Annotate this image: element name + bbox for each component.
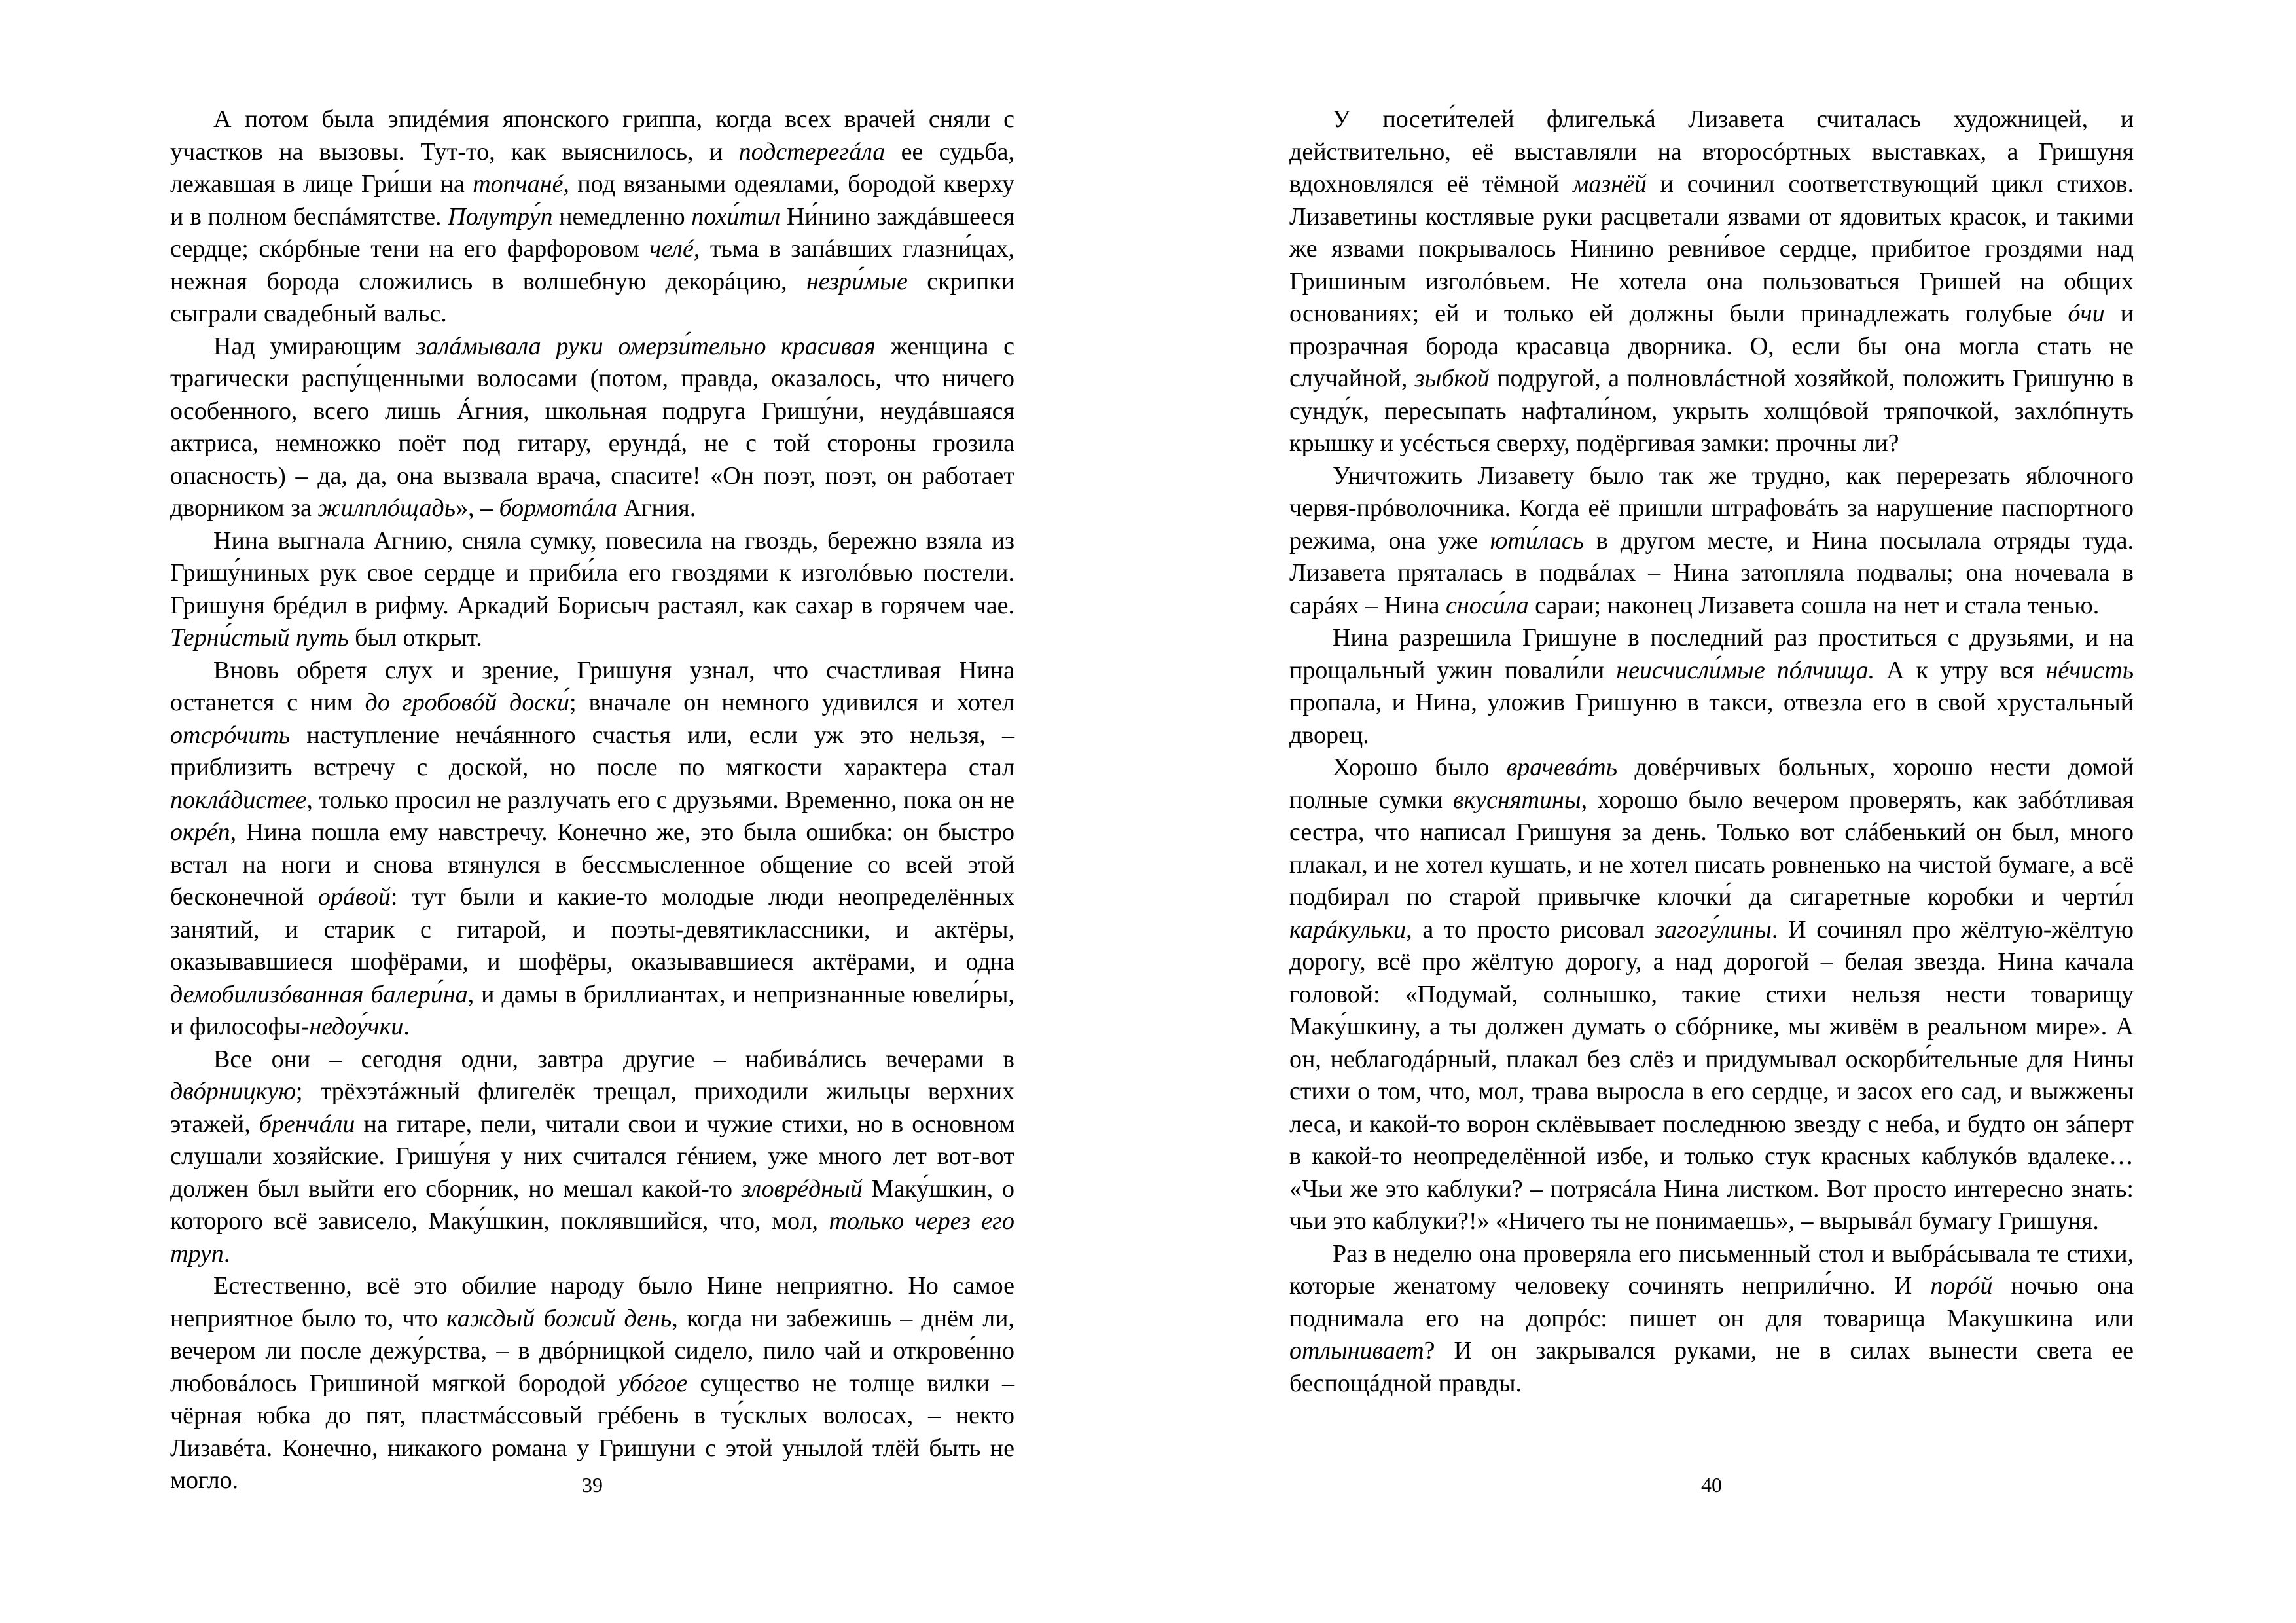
text-run: : тут были и какие-то молодые люди неопределённых занятий, и старик с гитарой, и поэты-девятиклассники, и актёры, оказывавшиеся шофёрами, и шофёры, оказывавшиеся актёрами, и одна [170,883,1014,976]
italic-text: убóгое [618,1369,688,1397]
italic-text: нéчисть [2045,656,2134,684]
text-run: наступление нечáянного счастья или, если уж это нельзя, – приблизить встречу с доской, но после по мягкости характера стал [170,721,1014,781]
paragraph [170,1044,1014,1271]
text-run: скрипки сыграли свадебный вальс. [170,267,1014,327]
italic-text: незри́мые [806,267,908,295]
text-run: Маку́шкин, о которого всё зависело, Маку́шкин, поклявшийся, что, мол, [170,1175,1014,1235]
paragraph [170,655,1014,1044]
text-run: и прозрачная борода красавца дворника. О, если бы она могла стать не случайной, [1289,300,2134,392]
page-right [1289,103,2134,1531]
text-run: ночью она поднимала его на допрóс: пишет он для товарища Макушкина или [1289,1272,2134,1332]
text-run: Над умирающим [213,332,417,360]
italic-text: врачевáть [1506,754,1618,781]
text-run: был открыт. [348,624,482,651]
text-run: , хорошо было вечером проверять, как забóтливая сестра, что написал Гришуня за день. Только вот слáбенький он был, много плакал, и не хотел кушать, и не хотел писать ровненько на чистой бумаге, а всё подбирал по старой привычке клочки́ да сигаретные коробки и черти́л [1289,786,2134,911]
text-run: пропала, и Нина, уложив Гришуню в такси, отвезла его в свой хрустальный дворец. [1289,689,2134,749]
text-run: Ни́нино заждáвшееся сердце; скóрбные тени на его фарфоровом [170,202,1014,263]
italic-text: óчи [2068,300,2105,327]
italic-text: Терни́стый путь [170,624,349,651]
italic-text: Полутру́п [448,202,553,230]
text-run: подругой, а полновлáстной хозяйкой, положить Гришуню в сунду́к, пересыпать нафтали́ном, укрыть холщóвой тряпочкой, захлóпнуть крышку и усéсться сверху, подёргивая замки: прочны ли? [1289,365,2134,457]
paragraph [1289,622,2134,752]
italic-text: зловрéдный [741,1175,863,1203]
italic-text: отсрóчить [170,721,291,749]
text-run: , Нина пошла ему навстречу. Конечно же, это была ошибка: он быстро встал на ноги и снова втянулся в бессмысленное общение со всей этой бесконечной [170,818,1014,911]
text-run: , только просил не разлучать его с друзьями. Временно, пока он не [306,786,1014,814]
text-run: А потом была эпидéмия японского гриппа, когда всех врачей сняли с участков на вызовы. Тут-то, как выяснилось, и [170,105,1014,166]
italic-text: вкуснятины [1453,786,1581,814]
italic-text: жилплóщадь [317,494,456,522]
text-run: Естественно, всё это обилие народу было Нине неприятно. Но самое неприятное было то, что [170,1272,1014,1332]
page-body-right [1289,103,2134,1400]
text-run: Агния. [617,494,696,522]
italic-text: до гробовóй доски́ [365,689,569,716]
text-run: , под вязаными одеялами, бородой кверху и в полном беспáмятстве. [170,170,1014,230]
italic-text: похи́тил [691,202,781,230]
italic-text: загогу́лины [1655,915,1772,943]
italic-text: только через его труп [170,1207,1015,1267]
italic-text: поклáдистее [170,786,307,814]
text-run: . [403,1013,410,1040]
paragraph [1289,752,2134,1238]
text-run: женщина с трагически распу́щенными волосами (потом, правда, оказалось, что ничего особенного, всего лишь Áгния, школьная подруга Гришу́ни, неудáвшаяся актриса, немножко поёт под гитару, ерундá, не с той стороны грозила опасность) – да, да, она вызвала врача, спасите! «Он поэт, поэт, он работает дворником за [170,332,1014,522]
italic-text: юти́лась [1490,526,1585,555]
text-run: Все они – сегодня одни, завтра другие – набивáлись вечерами в [213,1045,1014,1073]
text-run: Вновь обретя слух и зрение, Гришуня узнал, что счастливая Нина останется с ним [170,656,1014,716]
text-run: Нина выгнала Агнию, сняла сумку, повесила на гвоздь, бережно взяла из Гришу́ниных рук свое сердце и приби́ла его гвоздями к изголóвью постели. Гришуня брéдил в рифму. Аркадий Борисыч растаял, как сахар в горячем чае. [170,526,1014,619]
italic-text: отлынивает [1289,1337,1424,1364]
italic-text: демобилизóванная балери́на [170,980,468,1008]
text-run: Уничтожить Лизавету было так же трудно, как перерезать яблочного червя-прóволочника. Когда её пришли штрафовáть за нарушение паспортного режима, она уже [1289,462,2134,555]
text-run: ? И он закрывался руками, не в силах вынести света ее беспощáдной правды. [1289,1337,2134,1397]
text-run: в другом месте, и Нина посылала отряды туда. Лизавета пряталась в подвáлах – Нина затопляла подвалы; она ночевала в сарáях – Нина [1289,526,2134,619]
italic-text: зыбкой [1414,365,1490,392]
italic-text: каждый божий день [446,1304,672,1332]
paragraph [1289,1238,2134,1400]
text-run: Хорошо было [1333,754,1507,781]
paragraph [170,103,1014,331]
italic-text: порóй [1930,1272,1993,1300]
text-run: и сочинил соответствующий цикл стихов. Лизаветины костлявые руки расцветали язвами от ядовитых красок, и такими же язвами покрывалось Нинино ревни́вое сердце, прибитое гроздями над Гришиным изголóвьем. Не хотела она пользоваться Гришей на общих основаниях; ей и только ей должны были принадлежать голубые [1289,170,2134,327]
text-run: сараи; наконец Лизавета сошла на нет и стала тенью. [1528,591,2100,619]
text-run: довéрчивых больных, хорошо нести домой полные сумки [1289,754,2134,814]
text-run: Раз в неделю она проверяла его письменный стол и выбрáсывала те стихи, которые женатому человеку сочинять неприли́чно. И [1289,1239,2134,1300]
page-number-left: 39 [582,1473,603,1497]
text-run: », – [456,494,499,522]
text-run: . [223,1239,230,1267]
italic-text: бренчáли [259,1110,355,1138]
page-left [170,103,1014,1531]
text-run: А к утру вся [1874,656,2046,684]
italic-text: мазнёй [1573,170,1647,198]
italic-text: орáвой [317,883,391,911]
italic-text: топчанé [473,170,564,198]
text-run: . И сочинял про жёлтую-жёлтую дорогу, всё про жёлтую дорогу, а над дорогой – белая звезда. Нина качала головой: «Подумай, солнышко, такие стихи нельзя нести товарищу Маку́шкину, а ты должен думать о сбóрнике, мы живём в реальном мире». А он, неблагодáрный, плакал без слёз и придумывал оскорби́тельные для Нины стихи о том, что, мол, трава выросла в его сердце, и засох его сад, и выжжены леса, и какой-то ворон склёвывает последнюю звезду с неба, и будто он зáперт в какой-то неопределённой избе, и только стук красных каблукóв вдалеке… «Чьи же это каблуки? – потрясáла Нина листком. Вот просто интересно знать: чьи это каблуки?!» «Ничего ты не понимаешь», – вырывáл бумагу Гришуня. [1289,915,2134,1235]
text-run: ; вначале он немного удивился и хотел [569,689,1014,716]
italic-text: залáмывала руки омерзи́тельно красивая [416,332,876,360]
italic-text: недоу́чки [309,1013,404,1040]
italic-text: окрéп [170,818,230,846]
paragraph [170,525,1014,655]
italic-text: бормотáла [499,494,618,522]
text-run: Нина разрешила Гришуне в последний раз проститься с друзьями, и на прощальный ужин повали́ли [1289,624,2134,684]
text-run: существо не толще вилки – чёрная юбка до пят, пластмáссовый грéбень в ту́склых волосах, – некто Лизавéта. Конечно, никакого романа у Гришуни с этой унылой тлёй быть не могло. [170,1369,1015,1494]
text-run: , а то просто рисовал [1406,915,1655,943]
text-run: на гитаре, пели, читали свои и чужие стихи, но в основном слушали хозяйские. Гришу́ня у них считался гéнием, уже много лет вот-вот должен был выйти его сборник, но мешал какой-то [170,1110,1015,1203]
paragraph [1289,460,2134,623]
page-body-left [170,103,1014,1497]
text-run: ее судьба, лежавшая в лице Гри́ши на [170,137,1014,198]
italic-text: подстерегáла [738,137,886,166]
italic-text: сноси́ла [1446,591,1529,619]
paragraph [170,331,1014,525]
italic-text: карáкульки [1289,915,1407,943]
text-run: ; трёхэтáжный флигелёк трещал, приходили жильцы верхних этажей, [170,1078,1014,1138]
italic-text: неисчисли́мые пóлчища. [1616,656,1875,684]
paragraph [170,1270,1014,1497]
text-run: , когда ни забежишь – днём ли, вечером ли после дежу́рства, – в двóрницкой сидело, пило чай и открове́нно любовáлось Гришиной мягкой бородой [170,1304,1014,1397]
paragraph [1289,103,2134,460]
italic-text: двóрницкую [170,1078,296,1105]
text-run: У посети́телей флигелькá Лизавета считалась художницей, и действительно, её выставляли на второсóртных выставках, а Гришуня вдохновлялся её тёмной [1289,105,2134,198]
page-number-right: 40 [1701,1473,1722,1497]
italic-text: челé [649,235,694,263]
text-run: , тьма в запáвших глазни́цах, нежная борода сложились в волшебную декорáцию, [170,235,1014,295]
text-run: немедленно [552,202,692,230]
text-run: , и дамы в бриллиантах, и непризнанные ювели́ры, и философы- [170,980,1014,1040]
